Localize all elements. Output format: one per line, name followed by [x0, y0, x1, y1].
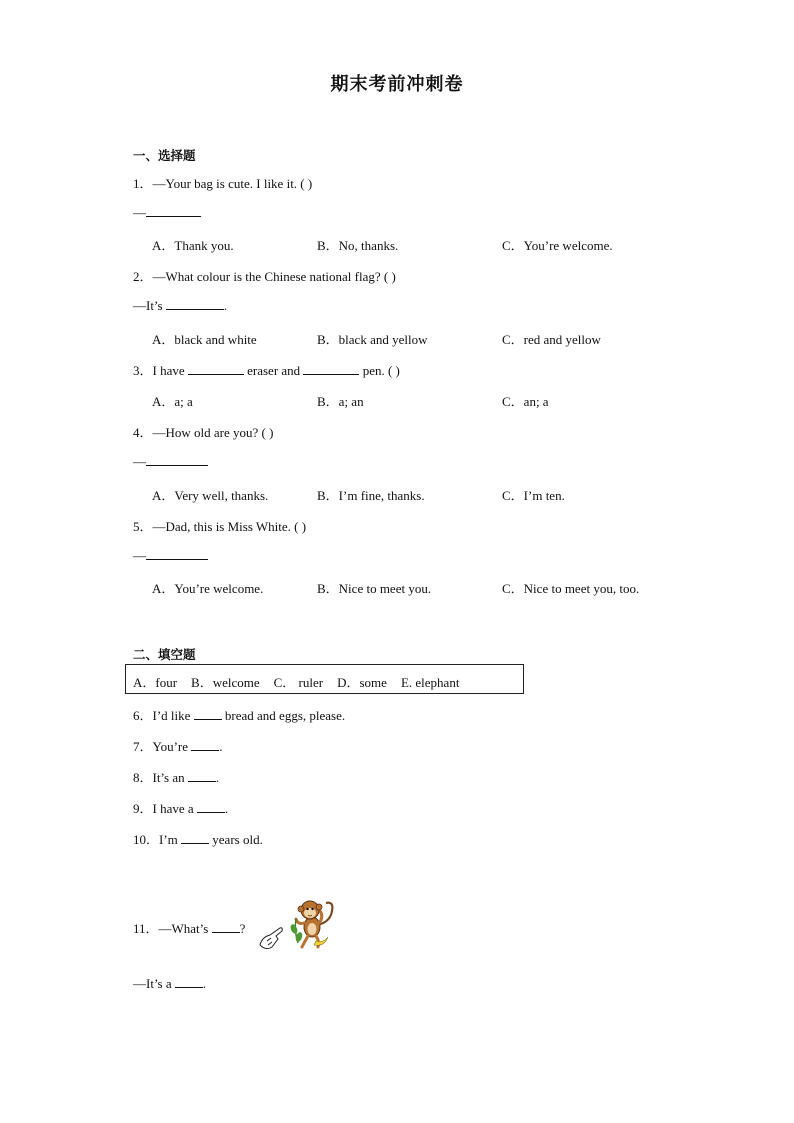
pointing-hand-icon	[260, 928, 282, 949]
answer-blank	[197, 800, 225, 813]
word-bank-item: B．welcome	[191, 675, 260, 690]
answer-blank	[146, 453, 208, 466]
word-bank-item: E. elephant	[400, 675, 460, 690]
question-8-text: 8．It’s an .	[133, 770, 220, 785]
question-11-reply: —It’s a .	[133, 976, 207, 991]
question-1-option-b: B．No, thanks.	[317, 238, 399, 253]
answer-blank	[188, 362, 244, 375]
question-5-option-a: A．You’re welcome.	[152, 581, 264, 596]
question-6-text: 6．I’d like bread and eggs, please.	[133, 708, 346, 723]
question-1-option-a: A．Thank you.	[152, 238, 234, 253]
answer-blank	[166, 297, 224, 310]
question-5-option-b: B．Nice to meet you.	[317, 581, 432, 596]
question-1-option-c: C．You’re welcome.	[502, 238, 613, 253]
page-title: 期末考前冲刺卷	[330, 74, 464, 95]
question-5-text: 5．—Dad, this is Miss White. ( )	[133, 519, 307, 534]
question-4-text: 4．—How old are you? ( )	[133, 425, 274, 440]
question-5-option-c: C．Nice to meet you, too.	[502, 581, 640, 596]
question-9-text: 9．I have a .	[133, 801, 229, 816]
answer-blank	[146, 204, 201, 217]
question-2-text: 2．—What colour is the Chinese national flag? ( )	[133, 269, 396, 284]
question-2-option-b: B．black and yellow	[317, 332, 428, 347]
answer-blank	[188, 769, 216, 782]
question-2-option-a: A．black and white	[152, 332, 257, 347]
answer-blank	[181, 831, 209, 844]
question-1-reply: —	[133, 204, 201, 221]
word-bank-item: D．some	[337, 675, 387, 690]
question-3-text: 3．I have eraser and pen. ( )	[133, 363, 400, 378]
monkey-icon	[258, 895, 342, 957]
question-10-text: 10．I’m years old.	[133, 832, 263, 847]
answer-blank	[191, 738, 219, 751]
answer-blank	[194, 707, 222, 720]
question-3-option-a: A．a; a	[152, 394, 193, 409]
word-bank-item: A．four	[133, 675, 178, 690]
question-11-text: 11．—What’s ?	[133, 921, 246, 936]
question-7-text: 7．You’re .	[133, 739, 223, 754]
question-4-reply: —	[133, 453, 208, 470]
question-2-option-c: C．red and yellow	[502, 332, 601, 347]
question-4-option-c: C．I’m ten.	[502, 488, 565, 503]
monkey-pointing-illustration	[258, 895, 342, 961]
question-4-option-b: B．I’m fine, thanks.	[317, 488, 425, 503]
answer-blank	[175, 975, 203, 988]
question-1-text: 1．—Your bag is cute. I like it. ( )	[133, 176, 313, 191]
question-2-reply: —It’s .	[133, 298, 228, 313]
answer-blank	[303, 362, 359, 375]
question-5-reply: —	[133, 547, 208, 564]
section-heading-choice: 一、选择题	[133, 148, 196, 163]
word-bank-box	[125, 664, 524, 694]
section-heading-fill-in: 二、填空题	[133, 647, 196, 662]
question-3-option-b: B．a; an	[317, 394, 364, 409]
answer-blank	[212, 920, 240, 933]
question-4-option-a: A．Very well, thanks.	[152, 488, 269, 503]
answer-blank	[146, 547, 208, 560]
question-3-option-c: C．an; a	[502, 394, 549, 409]
word-bank-item: C． ruler	[273, 675, 324, 690]
